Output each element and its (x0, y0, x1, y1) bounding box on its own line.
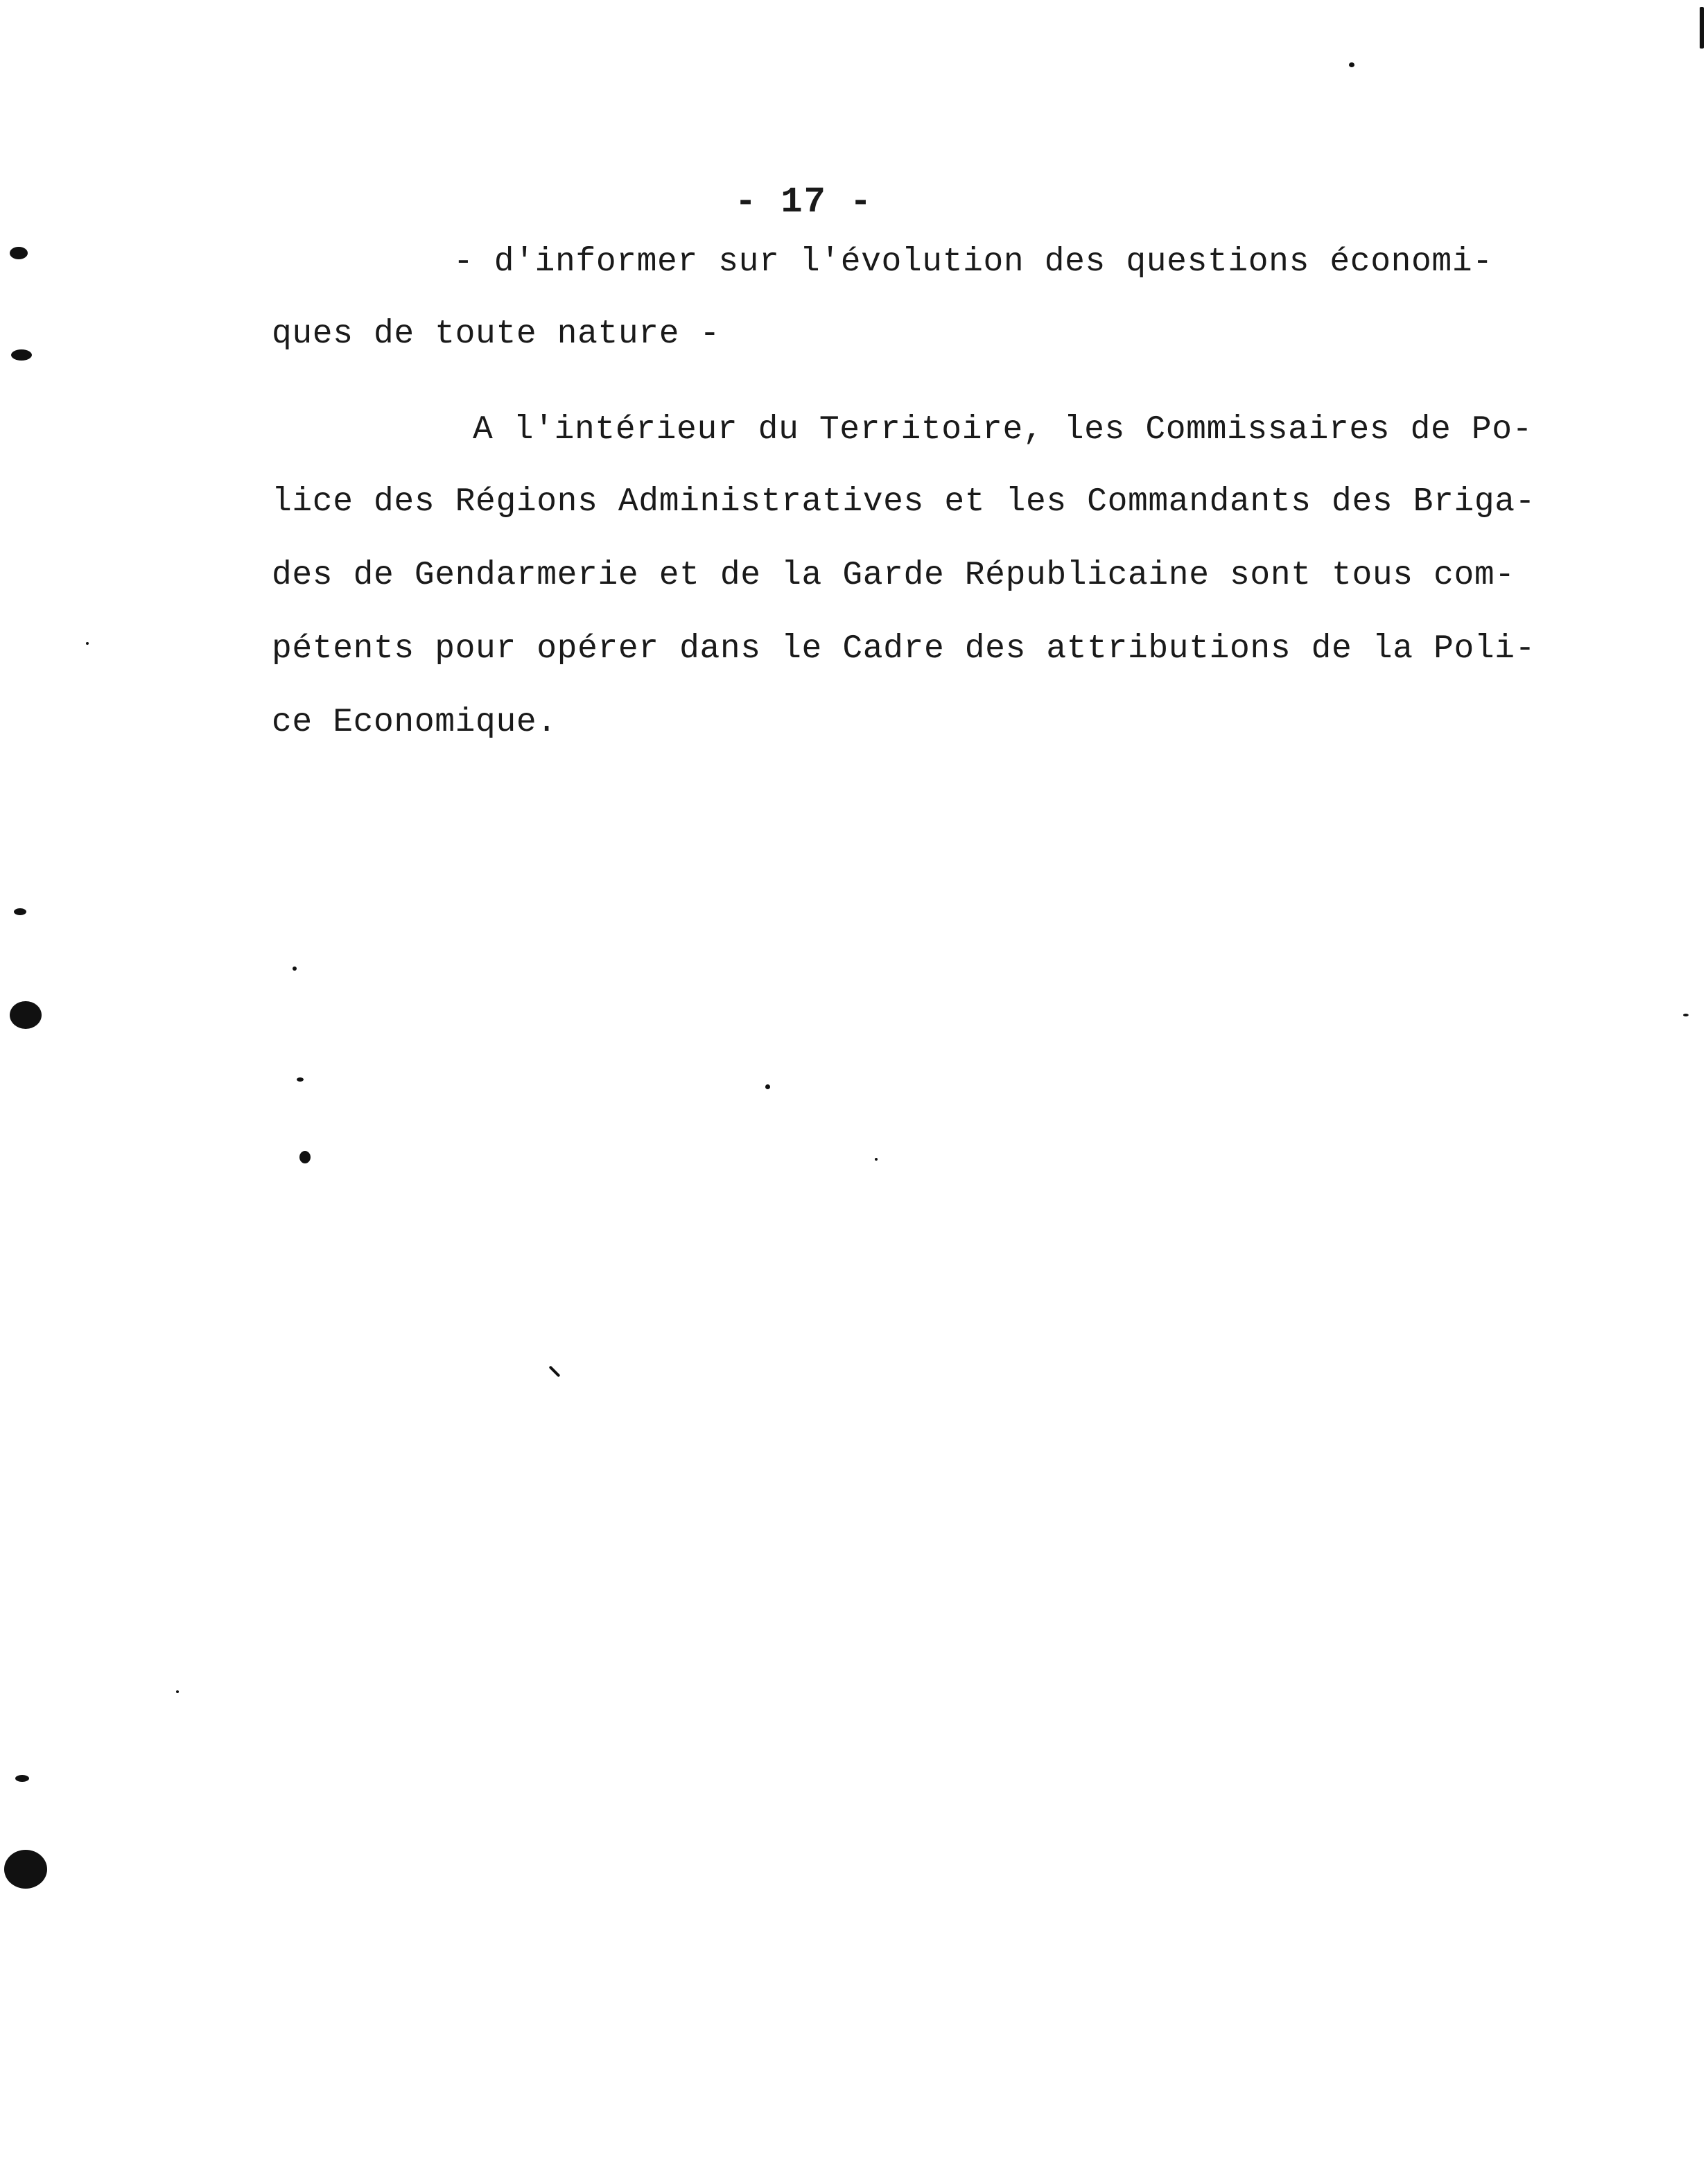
paragraph-1-line-1: - d'informer sur l'évolution des questions économi- (453, 243, 1493, 281)
paragraph-2-line-3: des de Gendarmerie et de la Garde Républicaine sont tous com- (272, 557, 1515, 594)
scan-speck (86, 642, 89, 645)
scan-speck (297, 1077, 304, 1082)
paragraph-2-line-4: pétents pour opérer dans le Cadre des attributions de la Poli- (272, 630, 1536, 668)
scan-speck (293, 967, 297, 971)
binder-hole (10, 1001, 42, 1029)
page-number: - 17 - (735, 182, 873, 223)
scan-speck (176, 1690, 179, 1693)
scan-speck (875, 1158, 878, 1161)
scan-speck (765, 1084, 770, 1089)
binder-hole-mark (15, 1775, 29, 1782)
binder-hole-mark (11, 349, 32, 361)
scan-speck (1349, 62, 1354, 67)
paragraph-1-line-2: ques de toute nature - (272, 315, 720, 353)
scan-speck (1683, 1014, 1689, 1016)
scan-speck (1700, 7, 1704, 49)
binder-hole-mark (10, 247, 28, 259)
scan-speck (299, 1151, 311, 1163)
paragraph-2-line-5: ce Economique. (272, 704, 557, 741)
paragraph-2-line-1: A l'intérieur du Territoire, les Commissaires de Po- (473, 411, 1533, 449)
binder-hole-mark (14, 908, 26, 915)
binder-hole (4, 1850, 47, 1889)
paragraph-2-line-2: lice des Régions Administratives et les Commandants des Briga- (272, 483, 1536, 521)
scan-speck (549, 1366, 561, 1378)
